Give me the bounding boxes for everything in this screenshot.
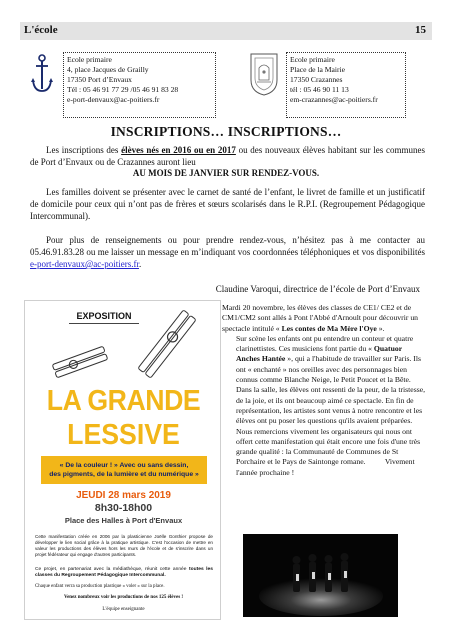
article-paragraph-4: [222, 427, 427, 478]
poster-divider: [69, 323, 139, 324]
p3-text: Pour plus de renseignements ou pour prendre rendez-vous, n’hésitez pas à me contacter au 05.46.91.83.28 ou me laisser un message en m’indiquant vos coordonnées téléphoniques et vos disponibilités: [30, 235, 425, 257]
p3-end: .: [139, 259, 142, 269]
poster-partnership: [35, 567, 213, 579]
school-city: 17350 Crazannes: [290, 75, 343, 84]
p2-text: Les familles doivent se présenter avec le carnet de santé de l’enfant, le livret de famille et un justificatif de domicile pour ceux qui n’ont pas de frères et sœurs scolarisés dans le R.P.I. (Regroupement Pédagogique Intercommunal).: [30, 187, 425, 221]
article-p2-end: », qui a l'habitude de travailler sur Paris. Ils ont « enchanté » nos oreilles avec des personnages bien connus comme Blanche Neige, le Petit Poucet et la Bête.: [236, 354, 421, 385]
poster-signoff: L'équipe enseignante: [102, 607, 145, 612]
poster-theme-band: [41, 456, 207, 484]
school-crazannes-address: [286, 52, 406, 118]
poster-theme-line-1: « De la couleur ! » Avec ou sans dessin,: [59, 462, 189, 469]
poster-date: JEUDI 28 mars 2019: [76, 489, 171, 501]
poster-invitation: Venez nombreux voir les productions de nos 125 élèves !: [63, 595, 184, 600]
poster-time: 8h30-18h00: [94, 502, 153, 514]
page-header: [20, 22, 432, 40]
school-type: Ecole primaire: [67, 55, 112, 64]
poster-child-production: Chaque enfant verra sa production plastique « voler » sur la place.: [35, 584, 165, 589]
article-quartet-name: Quatuor Anches Hantée: [236, 344, 402, 364]
school-street: 4, place Jacques de Grailly: [67, 65, 149, 74]
article-paragraph-1: [222, 303, 427, 334]
article-closing: Vivement l'année prochaine !: [236, 457, 415, 477]
school-email[interactable]: em-crazannes@ac-poitiers.fr: [290, 95, 378, 104]
school-type: Ecole primaire: [290, 55, 335, 64]
poster-title-line-2: LESSIVE: [67, 419, 180, 451]
article-p1-text: Mardi 20 novembre, les élèves des classes de CE1/ CE2 et de CM1/CM2 sont allés à Pont l'Abbé d'Arnoult pour découvrir un spectacle intitulé «: [222, 303, 419, 333]
p1-text-before: Les inscriptions des: [46, 145, 122, 155]
article-show-title: Les contes de Ma Mère l'Oye: [281, 323, 377, 333]
anchor-icon: [31, 53, 53, 95]
article-p4-text: Nous remercions vivement les organisateurs qui nous ont offert cette manifestation qui était encore une fois d'une très grande qualité : la Communauté de Communes de St Porchaire et le Pays de Saintonge romane.: [236, 426, 421, 467]
stage-scene: [243, 534, 398, 617]
la-grande-lessive-poster: [24, 300, 221, 620]
poster-partnership-bold: toutes les classes du Regroupement Pédagogique Intercommunal.: [35, 567, 213, 579]
article-paragraph-2: [222, 334, 427, 385]
clothespin-icon: [51, 341, 109, 383]
section-title: L'école: [24, 24, 58, 36]
article-paragraph-3: Dans la salle, les élèves ont ressenti de la peur, de la tristesse, de la joie, et ils ont beaucoup aimé ce spectacle. En fin de représentation, les artistes sont venus à notre rencontre et les élèves ont pu poser les questions qu'ils avaient préparées.: [236, 385, 426, 426]
signature: Claudine Varoqui, directrice de l’école de Port d’Envaux: [215, 284, 420, 294]
clothespin-icon: [137, 305, 197, 383]
school-phone: tél : 05 46 90 11 13: [290, 85, 349, 94]
article-p4-spacer: [366, 457, 385, 466]
inscriptions-paragraph-2: [30, 186, 425, 222]
school-email[interactable]: e-port-denvaux@ac-poitiers.fr: [67, 95, 160, 104]
school-port-denvaux-address: [63, 52, 216, 118]
contact-email-link[interactable]: e-port-denvaux@ac-poitiers.fr: [30, 259, 139, 269]
poster-theme-line-2: des pigments, de la lumière et du numérique »: [49, 471, 199, 478]
poster-description: Cette manifestation créée en 2006 par la plasticienne Joëlle Gonthier propose de développer le lien social grâce à la pratique artistique. C'est l'occasion de mettre en valeur les productions des élèves hors les murs de l'école et de s'inscrire dans un projet fédérateur qui engage d'autres participants.: [35, 534, 213, 557]
inscriptions-paragraph-1: [30, 144, 425, 168]
poster-title-line-1: LA GRANDE: [46, 385, 201, 417]
inscriptions-paragraph-3: [30, 234, 425, 270]
spectacle-article: [222, 303, 427, 478]
school-phone: Tél : 05 46 91 77 29 /05 46 91 83 28: [67, 85, 179, 94]
school-city: 17350 Port d’Envaux: [67, 75, 132, 84]
poster-place: Place des Halles à Port d'Envaux: [64, 516, 183, 525]
poster-exposition-label: EXPOSITION: [76, 311, 132, 321]
inscriptions-title: INSCRIPTIONS… INSCRIPTIONS…: [110, 124, 342, 139]
p1-text-after: ou des nouveaux élèves habitant sur les communes de Port d’Envaux ou de Crazannes auront lieu: [30, 145, 425, 167]
inscriptions-date-notice: AU MOIS DE JANVIER SUR RENDEZ-VOUS.: [132, 168, 320, 178]
page-number: 15: [415, 24, 426, 36]
concert-photo: [243, 534, 398, 617]
article-p2-text: Sur scène les enfants ont pu entendre un conteur et quatre clarinettistes. Ces musiciens font partie du «: [236, 333, 414, 354]
article-p1-end: ».: [376, 323, 385, 333]
poster-partnership-text: Ce projet, en partenariat avec la médiathèque, réunit cette année: [35, 567, 189, 572]
p1-highlight: élèves nés en 2016 ou en 2017: [121, 145, 236, 155]
school-street: Place de la Mairie: [290, 65, 346, 74]
seal-icon: [248, 50, 280, 96]
